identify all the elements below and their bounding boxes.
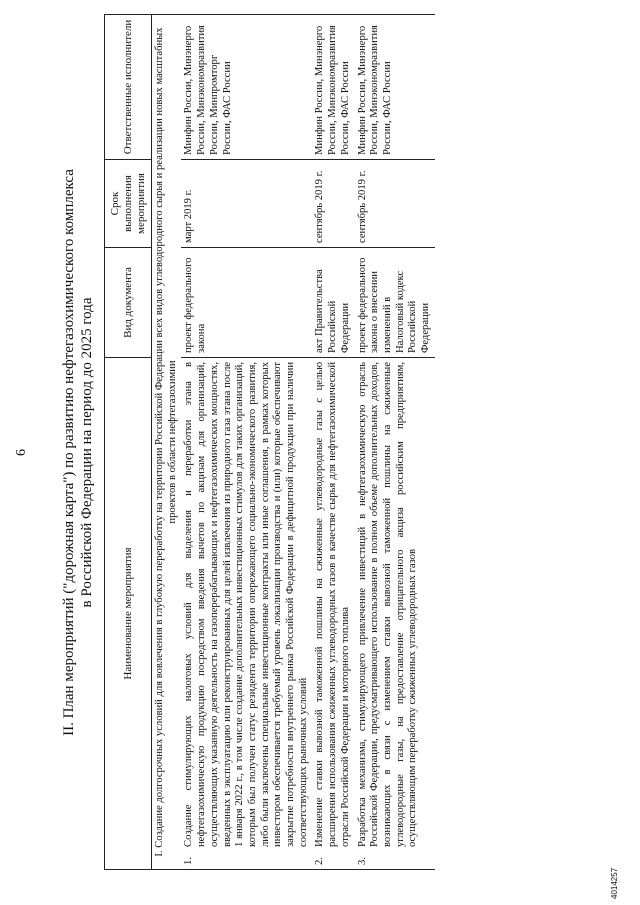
table-row [312,15,354,870]
page-title [60,0,96,905]
activity-cell [181,358,312,870]
responsible-cell: Минфин России, Минэнерго России, Минэкономразвития России, ФАС России [312,15,354,160]
section-heading: I. Создание долгосрочных условий для вовлечения в глубокую переработку на территории Российской Федерации всех видов углеводородного сырья и реализации новых масштабных проектов в области нефтегазохимии [152,15,182,870]
doc-type-cell: проект федерального закона о внесении изменений в Налоговый кодекс Российской Федерации [355,248,435,358]
table-row [181,15,312,870]
header-activity: Наименование мероприятия [105,358,152,870]
deadline-cell: март 2019 г. [181,160,312,248]
row-number: 2. [314,857,326,865]
header-responsible: Ответственные исполнители [105,15,152,160]
activity-text: Создание стимулирующих налоговых условий для выделения и переработки этана в нефтегазохимическую продукцию посредством введения вычетов по акцизам для организаций, осуществляющих указанную деятельность на газоперерабатывающих и нефтегазохимических мощностях, введенных в эксплуатацию или реконструированных для целей извлечения из природного газа этана после 1 января 2022 г., в том числе создание дополнительных инвестиционных стимулов для таких организаций, которым был получен статус резидента территории опережающего социально-экономического развития, либо были заключены специальные инвестиционные контракты или иные соглашения, в рамках которых инвестором обеспечивается требуемый уровень локализации производства и (или) которые обеспечивают закрытие потребности внутреннего рынка Российской Федерации в дефицитной продукции при наличии соответствующих рыночных условий [183,362,309,847]
activity-cell [312,358,354,870]
row-number: 1. [183,857,195,865]
deadline-cell: сентябрь 2019 г. [312,160,354,248]
section-row [152,15,182,870]
responsible-cell: Минфин России, Минэнерго России, Минэкономразвития России, Минпромторг России, ФАС России [181,15,312,160]
document-id: 4014257 [610,867,619,899]
header-deadline: Срок выполнения мероприятия [105,160,152,248]
title-line-2: в Российской Федерации на период до 2025 года [79,297,95,608]
activity-text: Изменение ставки вывозной таможенной пошлины на сжиженные углеводородные газы с целью расширения использования сжиженных углеводородных газов в качестве сырья для нефтегазохимической отрасли Российской Федерации и моторного топлива [314,362,351,847]
row-number: 3. [356,857,368,865]
header-doc-type: Вид документа [105,248,152,358]
table-header-row [105,15,152,870]
responsible-cell: Минфин России, Минэнерго России, Минэкономразвития России, ФАС России [355,15,435,160]
doc-type-cell: акт Правительства Российской Федерации [312,248,354,358]
activity-cell [355,358,435,870]
table-row [355,15,435,870]
title-line-1: II. План мероприятий ("дорожная карта") по развитию нефтегазохимического комплекса [61,169,77,736]
deadline-cell: сентябрь 2019 г. [355,160,435,248]
doc-type-cell: проект федерального закона [181,248,312,358]
page-number: 6 [14,449,29,456]
plan-table [104,14,435,870]
activity-text: Разработка механизма, стимулирующего привлечение инвестиций в нефтегазохимическую отрасль Российской Федерации, предусматривающего использование в полном объеме дополнительных доходов, возникающих в связи с изменением ставки вывозной таможенной пошлины на сжиженные углеводородные газы, на предоставление отрицательного акциза российским предприятиям, осуществляющим переработку сжиженных углеводородных газов [356,362,419,847]
